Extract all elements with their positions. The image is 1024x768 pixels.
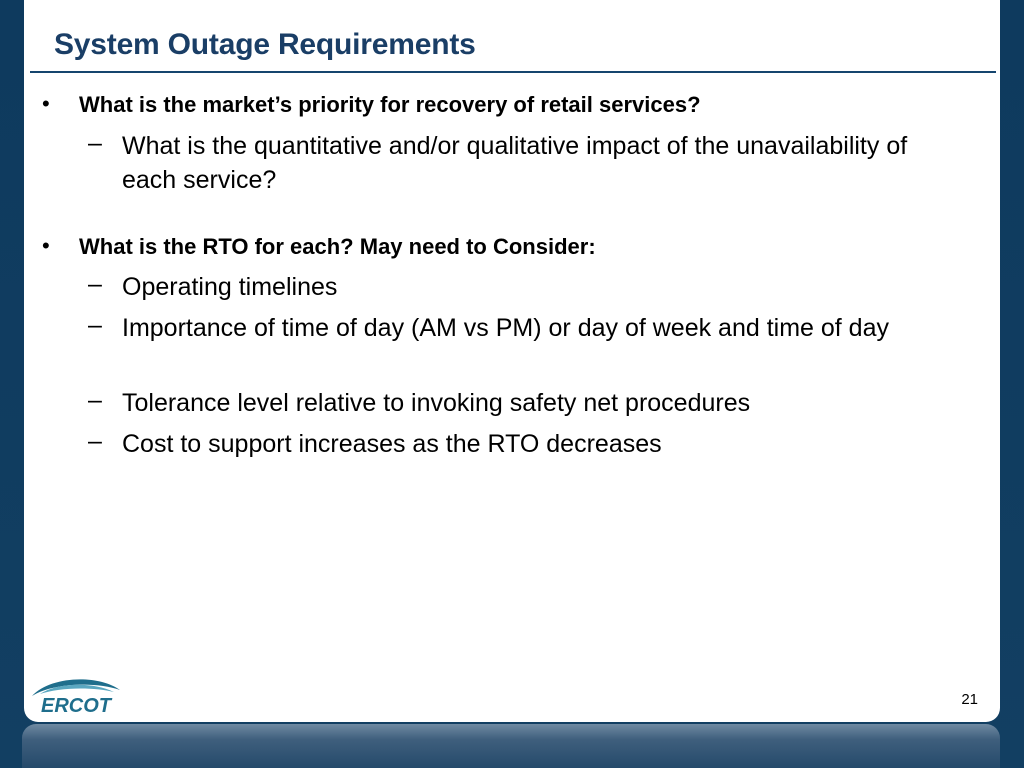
ercot-logo	[28, 672, 124, 718]
bullet-2-subitem-4: Cost to support increases as the RTO decreases	[122, 430, 662, 458]
sub-bullet-dash: –	[88, 270, 102, 298]
bullet-marker: •	[42, 233, 50, 258]
sub-bullet-dash: –	[88, 427, 102, 455]
bullet-1-subitem-1: What is the quantitative and/or qualitative impact of the unavailability of each service?	[122, 132, 908, 194]
logo-text: ERCOT	[41, 695, 111, 717]
sub-bullet-dash: –	[88, 129, 102, 157]
footer-bar	[22, 724, 1000, 768]
bullet-1-text: What is the market’s priority for recovery of retail services?	[79, 92, 701, 117]
title-divider	[30, 71, 996, 73]
bullet-2-subitem-1: Operating timelines	[122, 273, 338, 301]
page-number: 21	[961, 691, 978, 708]
bullet-2-subitem-3: Tolerance level relative to invoking safety net procedures	[122, 389, 751, 417]
bullet-2-text: What is the RTO for each? May need to Consider:	[79, 234, 596, 259]
sub-bullet-dash: –	[88, 386, 102, 414]
slide-canvas	[24, 0, 1000, 722]
sub-bullet-dash: –	[88, 311, 102, 339]
slide-title: System Outage Requirements	[54, 28, 476, 61]
bullet-2-subitem-2: Importance of time of day (AM vs PM) or day of week and time of day	[122, 314, 889, 342]
bullet-marker: •	[42, 91, 50, 116]
